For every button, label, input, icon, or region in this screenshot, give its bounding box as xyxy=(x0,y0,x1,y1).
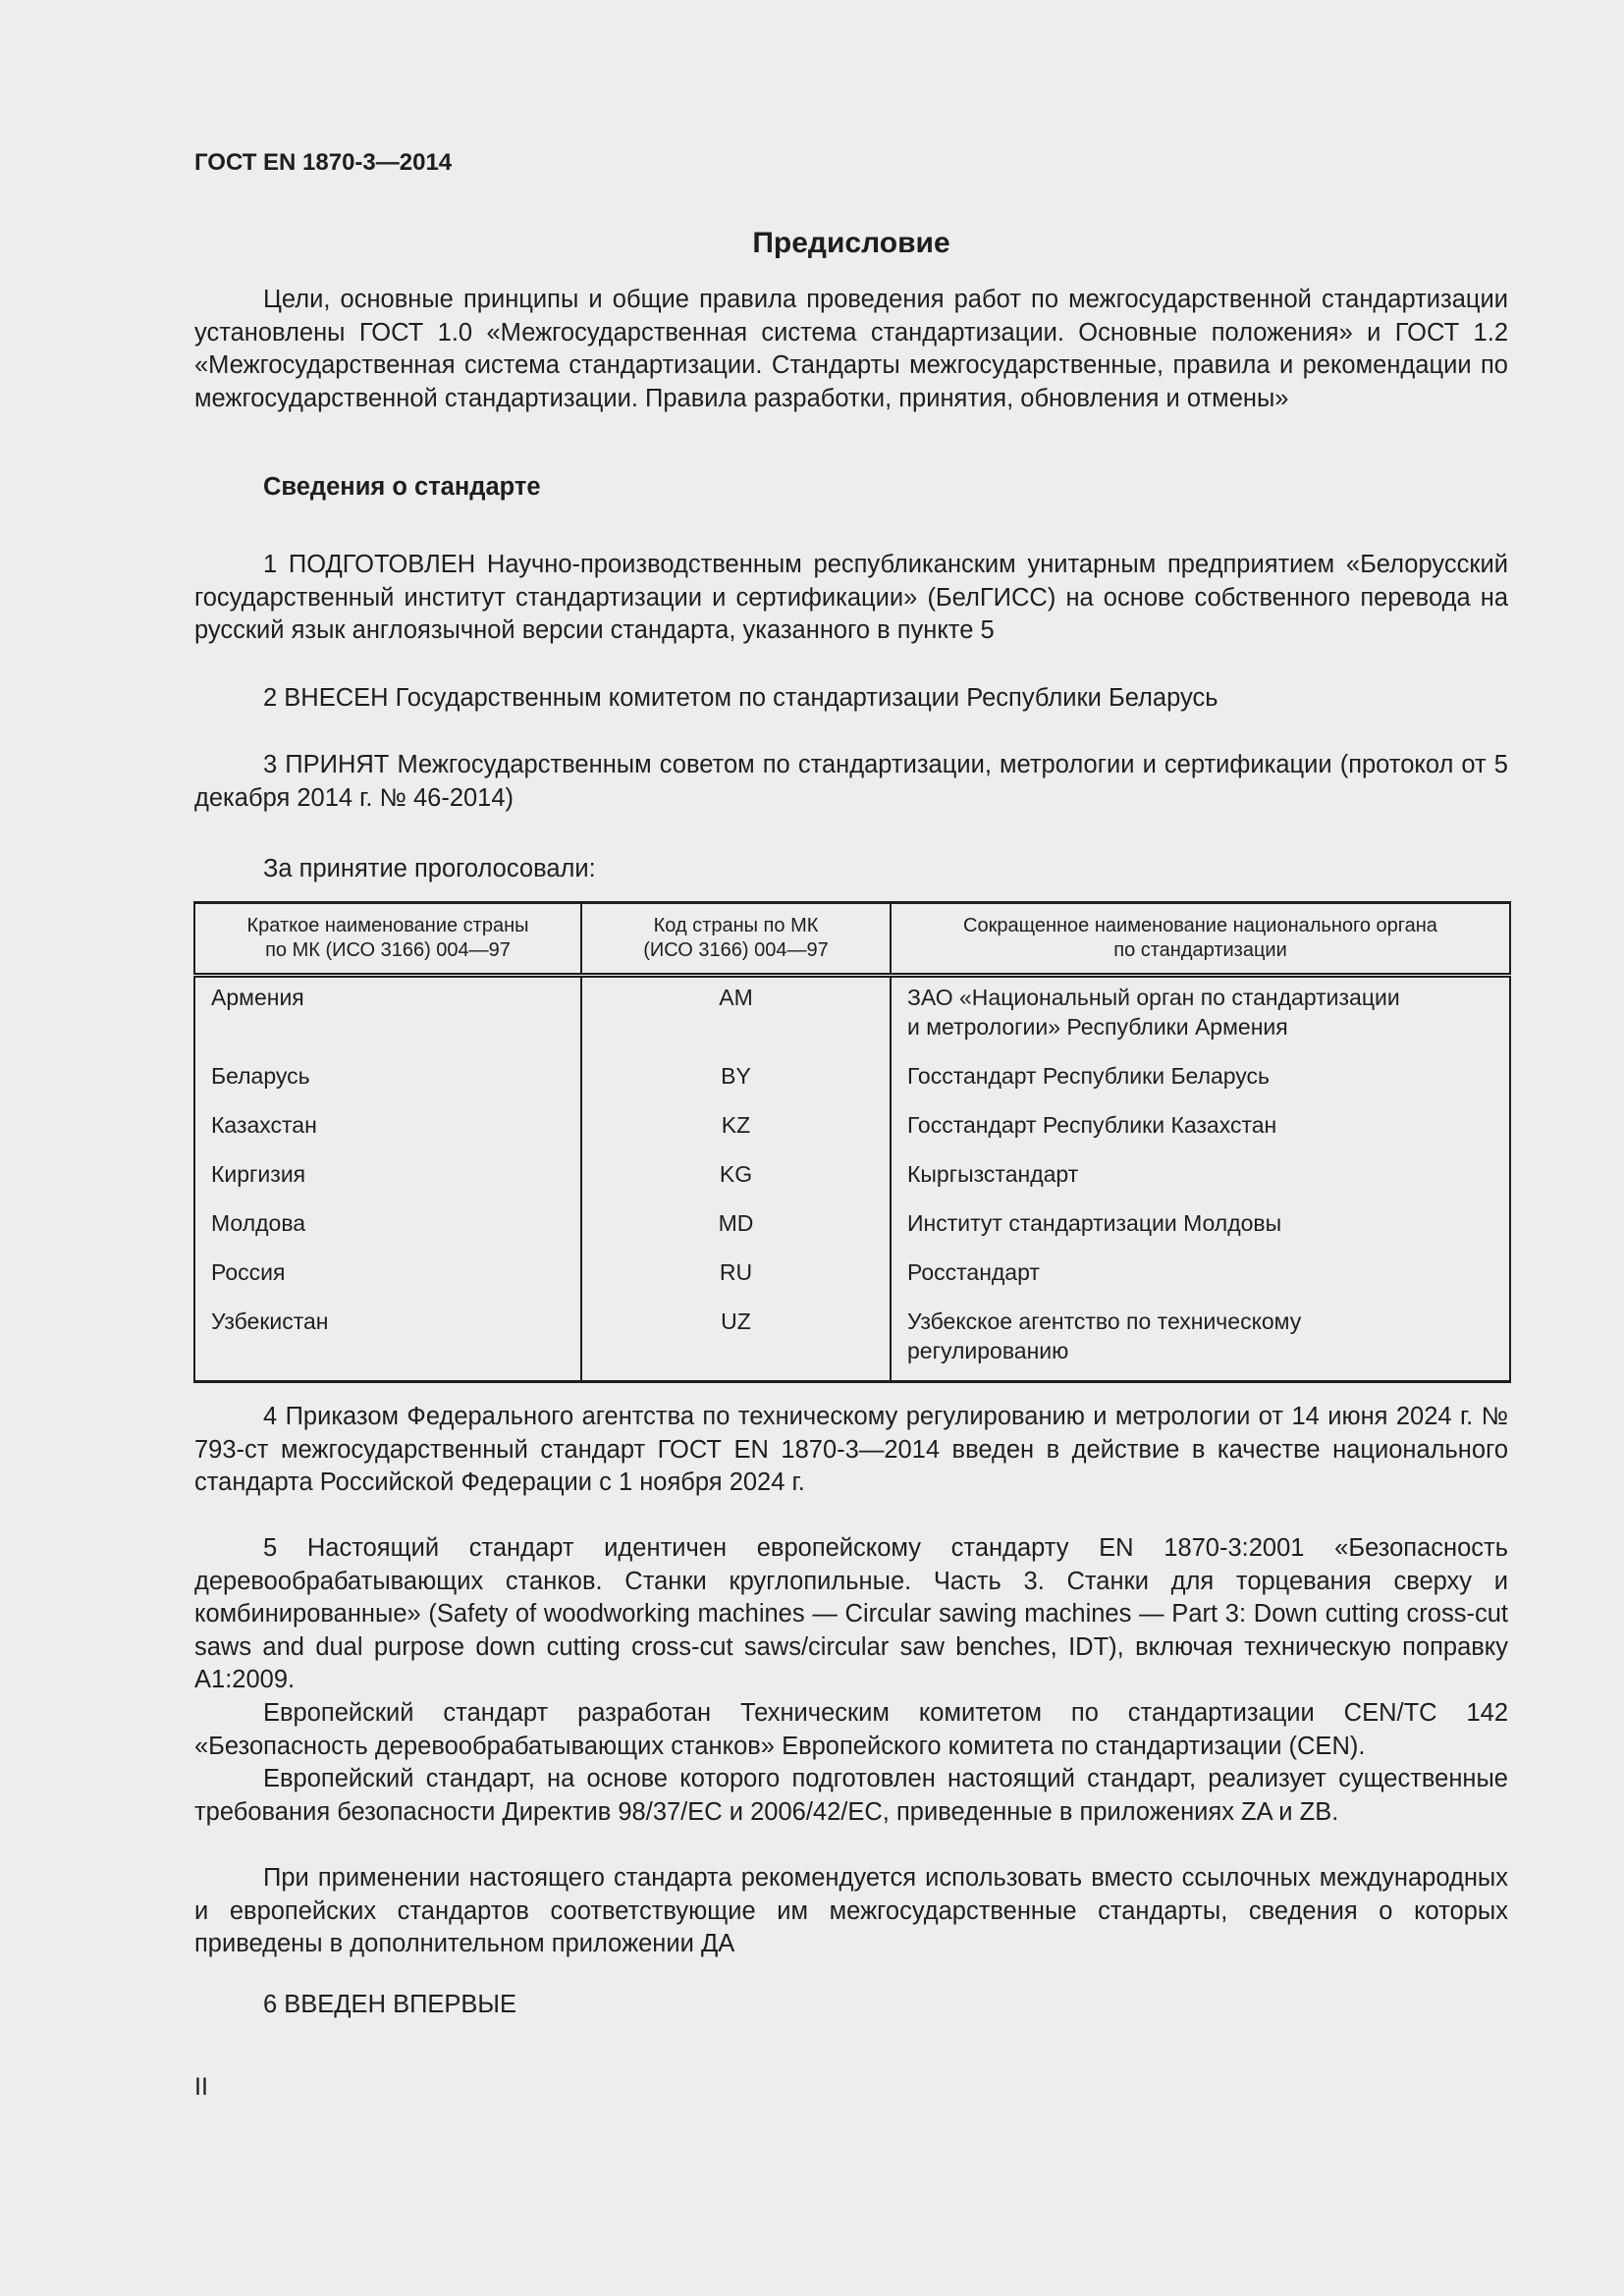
cell-national-body: ЗАО «Национальный орган по стандартизации и метрологии» Республики Армения xyxy=(891,976,1510,1057)
cell-code: MD xyxy=(581,1203,891,1253)
cell-code: BY xyxy=(581,1056,891,1105)
header-national-body: Сокращенное наименование национального органа по стандартизации xyxy=(891,903,1510,976)
item-1-prepared: 1 ПОДГОТОВЛЕН Научно-производственным республиканским унитарным предприятием «Белорусский государственный институт стандартизации и сертификации» (БелГИСС) на основе собственного перевода на русский язык англоязычной версии стандарта, указанного в пункте 5 xyxy=(194,551,1508,644)
table-row xyxy=(194,1203,1510,1253)
table-header-row xyxy=(194,903,1510,976)
table-row xyxy=(194,976,1510,1057)
item-5-references: При применении настоящего стандарта рекомендуется использовать вместо ссылочных международных и европейских стандартов соответствующие им межгосударственные стандарты, сведения о которых приведены в дополнительном приложении ДА xyxy=(194,1864,1508,1957)
page-number: II xyxy=(194,2073,208,2101)
intro-paragraph: Цели, основные принципы и общие правила проведения работ по межгосударственной стандартизации установлены ГОСТ 1.0 «Межгосударственная система стандартизации. Основные положения» и ГОСТ 1.2 «Межгосударственная система стандартизации. Стандарты межгосударственные, правила и рекомендации по межгосударственной стандартизации. Правила разработки, принятия, обновления и отмены» xyxy=(194,286,1508,412)
header-country-code: Код страны по МК (ИСО 3166) 004—97 xyxy=(581,903,891,976)
item-3-adopted: 3 ПРИНЯТ Межгосударственным советом по стандартизации, метрологии и сертификации (протокол от 5 декабря 2014 г. № 46-2014) xyxy=(194,751,1508,812)
cell-code: UZ xyxy=(581,1302,891,1382)
cell-national-body: Узбекское агентство по техническому регулированию xyxy=(891,1302,1510,1382)
table-row xyxy=(194,1105,1510,1154)
page-title: Предисловие xyxy=(752,227,950,259)
item-5-directives: Европейский стандарт, на основе которого подготовлен настоящий стандарт, реализует существенные требования безопасности Директив 98/37/EC и 2006/42/EC, приведенные в приложениях ZA и ZB. xyxy=(194,1765,1508,1826)
cell-country: Молдова xyxy=(194,1203,581,1253)
cell-country: Беларусь xyxy=(194,1056,581,1105)
table-row xyxy=(194,1056,1510,1105)
cell-country: Узбекистан xyxy=(194,1302,581,1382)
item-2-submitted: 2 ВНЕСЕН Государственным комитетом по стандартизации Республики Беларусь xyxy=(263,684,1218,712)
cell-country: Киргизия xyxy=(194,1154,581,1203)
cell-code: AM xyxy=(581,976,891,1057)
table-row xyxy=(194,1253,1510,1302)
cell-code: RU xyxy=(581,1253,891,1302)
item-5-identical: 5 Настоящий стандарт идентичен европейскому стандарту EN 1870-3:2001 «Безопасность деревообрабатывающих станков. Станки круглопильные. Часть 3. Станки для торцевания сверху и комбинированные» (Safety of woodworking machines — Circular sawing machines — Part 3: Down cutting cross-cut saws and dual purpose down cutting cross-cut saws/circular saw benches, IDT), включая техническую поправку A1:2009. xyxy=(194,1534,1508,1693)
cell-code: KG xyxy=(581,1154,891,1203)
voting-countries-table xyxy=(193,901,1511,1383)
document-code: ГОСТ EN 1870-3—2014 xyxy=(194,149,453,176)
table-row xyxy=(194,1302,1510,1382)
table-row xyxy=(194,1154,1510,1203)
cell-national-body: Росстандарт xyxy=(891,1253,1510,1302)
cell-national-body: Госстандарт Республики Беларусь xyxy=(891,1056,1510,1105)
cell-national-body: Кыргызстандарт xyxy=(891,1154,1510,1203)
cell-country: Россия xyxy=(194,1253,581,1302)
cell-country: Армения xyxy=(194,976,581,1057)
cell-country: Казахстан xyxy=(194,1105,581,1154)
header-country-name: Краткое наименование страны по МК (ИСО 3166) 004—97 xyxy=(194,903,581,976)
cell-code: KZ xyxy=(581,1105,891,1154)
item-4-order: 4 Приказом Федерального агентства по техническому регулированию и метрологии от 14 июня 2024 г. № 793-ст межгосударственный стандарт ГОСТ EN 1870-3—2014 введен в действие в качестве национального стандарта Российской Федерации с 1 ноября 2024 г. xyxy=(194,1403,1508,1496)
item-6-introduced: 6 ВВЕДЕН ВПЕРВЫЕ xyxy=(263,1991,517,2018)
cell-national-body: Институт стандартизации Молдовы xyxy=(891,1203,1510,1253)
section-title: Сведения о стандарте xyxy=(263,473,541,501)
cell-national-body: Госстандарт Республики Казахстан xyxy=(891,1105,1510,1154)
vote-intro: За принятие проголосовали: xyxy=(263,855,596,882)
item-5-developer: Европейский стандарт разработан Техническим комитетом по стандартизации CEN/TC 142 «Безопасность деревообрабатывающих станков» Европейского комитета по стандартизации (CEN). xyxy=(194,1699,1508,1760)
